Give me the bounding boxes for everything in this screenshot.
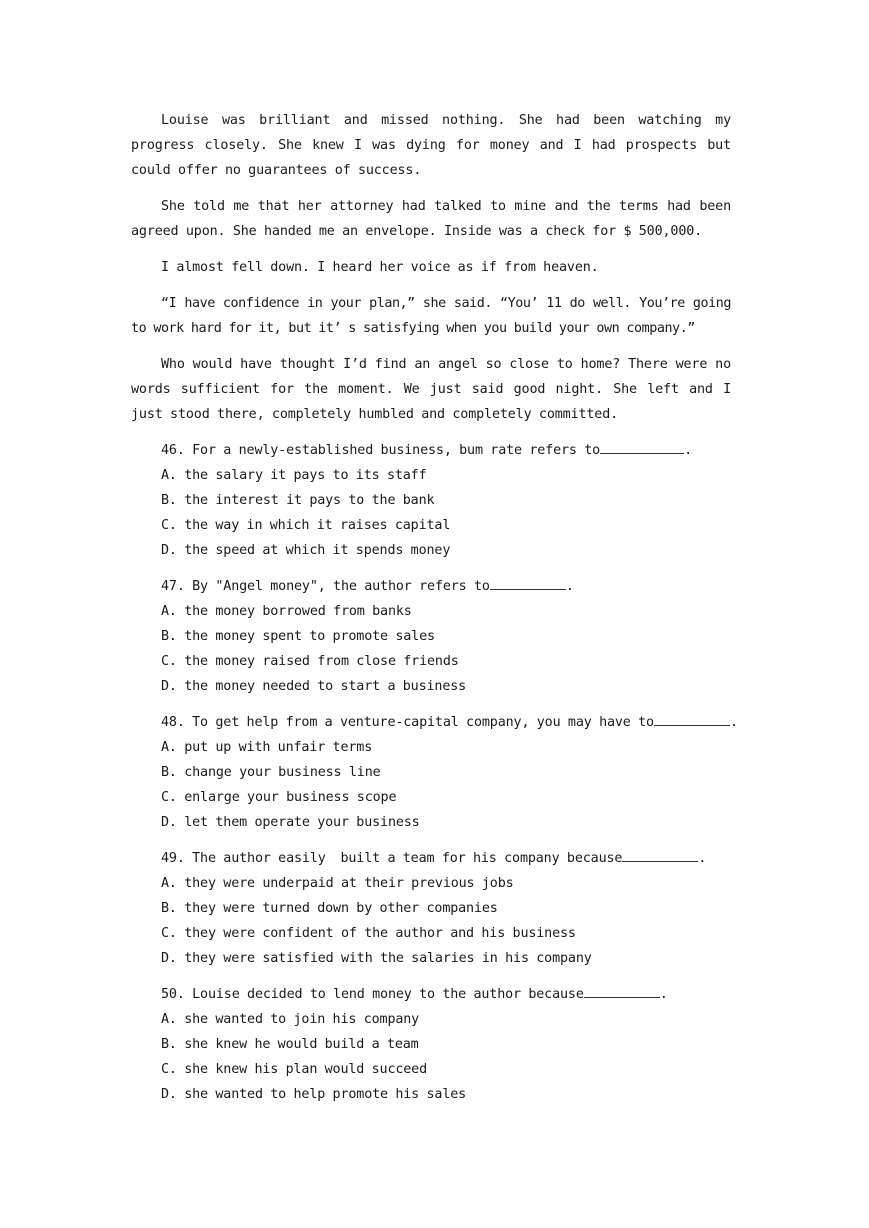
passage-paragraph: Who would have thought I’d find an angel so close to home? There were no words sufficient for the moment. We just said good night. She left and I just stood there, completely humbled and completely committed. <box>131 357 731 422</box>
question-text: 47. By "Angel money", the author refers to <box>161 579 490 594</box>
option-d: D. let them operate your business <box>161 815 420 830</box>
question-end: . <box>565 579 574 594</box>
option-b: B. she knew he would build a team <box>161 1037 419 1052</box>
option-d: D. the money needed to start a business <box>161 679 467 694</box>
question-text: 46. For a newly-established business, bum rate refers to <box>161 443 601 458</box>
option-d: D. she wanted to help promote his sales <box>161 1087 467 1102</box>
question-47 <box>161 574 731 699</box>
option-a: A. the money borrowed from banks <box>161 604 412 619</box>
passage-paragraph: I almost fell down. I heard her voice as if from heaven. <box>161 260 599 275</box>
option-c: C. she knew his plan would succeed <box>161 1062 428 1077</box>
document-page <box>131 108 738 1118</box>
option-a: A. she wanted to join his company <box>161 1012 420 1027</box>
option-b: B. the interest it pays to the bank <box>161 493 435 508</box>
option-b: B. they were turned down by other companies <box>161 901 498 916</box>
answer-blank <box>490 574 566 590</box>
passage-paragraph: Louise was brilliant and missed nothing. She had been watching my progress closely. She knew I was dying for money and I had prospects but could offer no guarantees of success. <box>131 113 731 178</box>
question-49 <box>161 846 731 971</box>
question-end: . <box>659 987 668 1002</box>
option-c: C. enlarge your business scope <box>161 790 397 805</box>
question-50 <box>161 982 731 1107</box>
passage-paragraph: “I have confidence in your plan,” she said. “You’ 11 do well. You’re going to work hard for it, but it’ s satisfying when you build your own company.” <box>131 296 731 336</box>
option-d: D. the speed at which it spends money <box>161 543 451 558</box>
option-b: B. the money spent to promote sales <box>161 629 435 644</box>
question-end: . <box>698 851 707 866</box>
question-48 <box>161 710 738 835</box>
passage-paragraph: She told me that her attorney had talked to mine and the terms had been agreed upon. She handed me an envelope. Inside was a check for $ 500,000. <box>131 199 731 239</box>
option-a: A. the salary it pays to its staff <box>161 468 427 483</box>
question-text: 49. The author easily built a team for his company because <box>161 851 623 866</box>
answer-blank <box>622 846 698 862</box>
question-text: 50. Louise decided to lend money to the author because <box>161 987 584 1002</box>
option-d: D. they were satisfied with the salaries in his company <box>161 951 592 966</box>
question-stem <box>161 438 731 463</box>
answer-blank <box>600 438 684 454</box>
option-b: B. change your business line <box>161 765 381 780</box>
option-c: C. the way in which it raises capital <box>161 518 451 533</box>
option-c: C. the money raised from close friends <box>161 654 459 669</box>
question-stem <box>161 574 731 599</box>
option-c: C. they were confident of the author and his business <box>161 926 576 941</box>
question-end: . <box>684 443 692 458</box>
answer-blank <box>654 710 730 726</box>
question-stem <box>161 846 731 871</box>
answer-blank <box>584 982 660 998</box>
question-stem <box>161 710 738 735</box>
question-46 <box>161 438 731 563</box>
question-end: . <box>729 715 738 730</box>
question-stem <box>161 982 731 1007</box>
option-a: A. put up with unfair terms <box>161 740 373 755</box>
question-text: 48. To get help from a venture-capital company, you may have to <box>161 715 654 730</box>
option-a: A. they were underpaid at their previous jobs <box>161 876 514 891</box>
